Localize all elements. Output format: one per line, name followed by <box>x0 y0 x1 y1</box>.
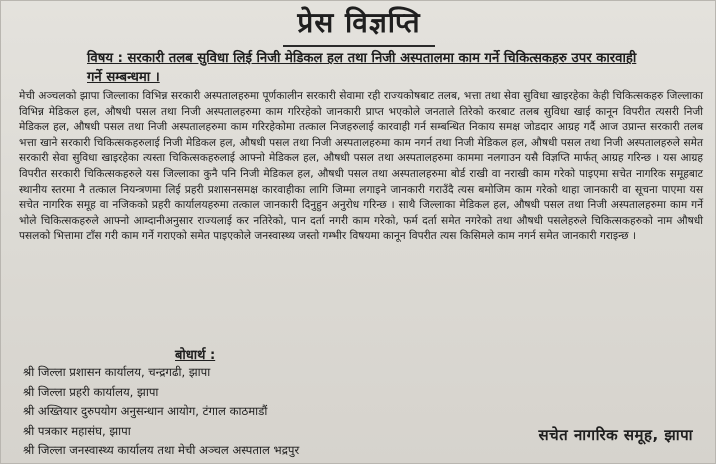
cc-heading: बोधार्थ : <box>175 348 216 363</box>
title-wrap <box>1 3 716 47</box>
cc-list <box>23 363 299 461</box>
cc-item: श्री जिल्ला जनस्वास्थ्य कार्यालय तथा मेची अञ्चल अस्पताल भद्रपुर <box>23 443 300 458</box>
signature: सचेत नागरिक समूह, झापा <box>538 426 693 444</box>
subject-line: विषय : सरकारी तलब सुविधा लिई निजी मेडिकल हल तथा निजी अस्पतालमा काम गर्ने चिकित्सकहरु उपर कारवाही गर्ने सम्बन्धमा । <box>87 51 637 85</box>
cc-item: श्री पत्रकार महासंघ, झापा <box>23 423 131 438</box>
cc-item: श्री जिल्ला प्रहरी कार्यालय, झापा <box>23 384 159 399</box>
press-release-title: प्रेस विज्ञप्ति <box>283 3 434 47</box>
cc-item: श्री जिल्ला प्रशासन कार्यालय, चन्द्रगढी, झापा <box>23 365 211 379</box>
body-paragraph: मेची अञ्चलको झापा जिल्लाका विभिन्न सरकारी अस्पतालहरुमा पूर्णकालीन सरकारी सेवामा रही राज्यकोषबाट तलब, भत्ता तथा सेवा सुविधा खाइरहेका केही चिकित्सकहरु जिल्लाका विभिन्न मेडिकल हल, औषधी पसल तथा निजी अस्पतालहरुमा काम गरिरहेको जानकारी प्राप्त भएकोले जनताले तिरेको करबाट तलब सुविधा खाई कानून विपरीत त्यसरी निजी मेडिकल हल, औषधी पसल तथा निजी अस्पतालहरुमा काम गरिरहेकोमा तत्काल निजहरुलाई कारवाही गर्न सम्बन्धित निकाय समक्ष जोडदार आग्रह गर्दै आज उप्रान्त सरकारी तलब भत्ता खाने सरकारी चिकित्सकहरुलाई निजी मेडिकल हल, औषधी पसल तथा निजी अस्पतालहरुमा काम नगर्न तथा निजी मेडिकल हल, औषधी पसल तथा निजी अस्पतालहरुले समेत सरकारी सेवा सुविधा खाइरहेका त्यस्ता चिकित्सकहरुलाई आफ्नो मेडिकल हल, औषधी पसल तथा अस्पतालहरुमा काममा नलगाउन यसै विज्ञप्ति मार्फत् आग्रह गरिन्छ । यस आग्रह विपरीत सरकारी चिकित्सकहरुले यस जिल्लाका कुनै पनि निजी मेडिकल हल, औषधी पसल तथा अस्पतालहरुमा बोर्ड राखी वा नराखी काम गरेको पाइएमा सचेत नागरिक समूहबाट स्थानीय स्तरमा नै तत्काल नियन्त्रणमा लिई प्रहरी प्रशासनसमक्ष कारवाहीका लागि जिम्मा लगाइने जानकारी गराउँदै त्यस बमोजिम काम गरेको थाहा जानकारी वा सूचना पाएमा यस सचेत नागरिक समूह वा नजिकको प्रहरी कार्यालयहरुमा तत्काल जानकारी दिनुहुन अनुरोध गरिन्छ । साथै जिल्लाका मेडिकल हल, औषधी पसल तथा निजी अस्पतालहरुमा काम गर्ने भोले चिकित्सकहरुले आफ्नो आम्दानीअनुसार राज्यलाई कर नतिरेको, पान दर्ता नगरी काम गरेको, फर्म दर्ता समेत नगरेको तथा औषधी पसलेहरुले चिकित्सकहरुको नाम औषधी पसलको भित्तामा टाँस गरी काम गर्ने गराएको समेत पाइएकोले जनस्वास्थ्य जस्तो गम्भीर विषयमा कानून विपरीत त्यस किसिमले काम नगर्न समेत जानकारी गराइन्छ । <box>19 90 704 243</box>
cc-item: श्री अख्तियार दुरुपयोग अनुसन्धान आयोग, टंगाल काठमाडौं <box>23 404 268 419</box>
